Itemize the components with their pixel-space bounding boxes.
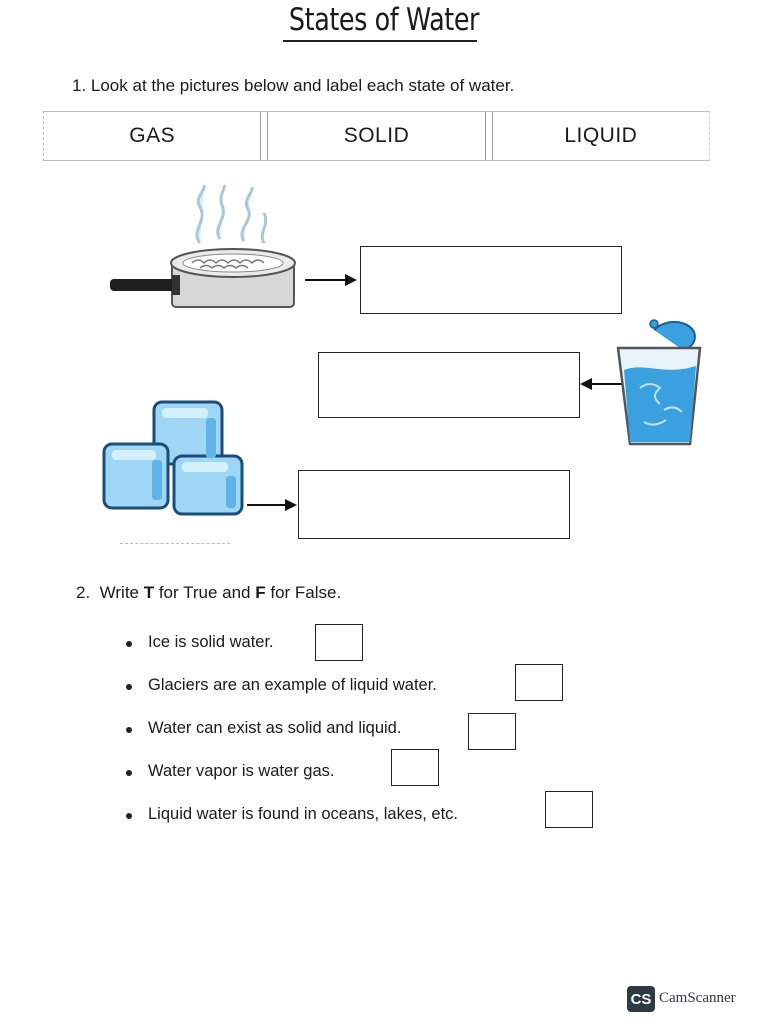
question-2-middle: for True and xyxy=(154,583,256,602)
answer-box-solid[interactable] xyxy=(298,470,570,539)
tf-box-3[interactable] xyxy=(468,713,516,750)
question-2-number: 2. xyxy=(76,583,91,602)
word-bank-liquid: LIQUID xyxy=(564,124,638,147)
statement-5: Liquid water is found in oceans, lakes, etc. xyxy=(148,805,459,823)
question-1: 1. Look at the pictures below and label each state of water. xyxy=(72,76,515,95)
arrow-icon xyxy=(247,497,299,513)
tf-box-1[interactable] xyxy=(315,624,363,661)
question-2-prefix: Write xyxy=(99,583,144,602)
boiling-pot-icon xyxy=(108,183,308,313)
tf-box-4[interactable] xyxy=(391,749,439,786)
arrow-icon xyxy=(305,272,359,288)
camscanner-logo-icon: CS xyxy=(627,986,655,1012)
glass-of-water-icon xyxy=(614,318,706,450)
statement-1: Ice is solid water. xyxy=(148,633,274,651)
bullet xyxy=(126,727,132,733)
scan-artifact-line xyxy=(120,543,230,544)
ice-cubes-icon xyxy=(100,398,250,516)
bullet xyxy=(126,684,132,690)
bullet xyxy=(126,641,132,647)
answer-box-liquid[interactable] xyxy=(318,352,580,418)
title-underline xyxy=(283,40,477,42)
word-bank-divider xyxy=(485,112,493,160)
statement-3: Water can exist as solid and liquid. xyxy=(148,719,402,737)
camscanner-label: CamScanner xyxy=(659,990,736,1006)
word-bank-solid: SOLID xyxy=(343,124,410,147)
tf-box-5[interactable] xyxy=(545,791,593,828)
page-title: States of Water xyxy=(288,2,480,38)
word-bank-gas: GAS xyxy=(129,124,176,147)
question-2 xyxy=(76,583,341,603)
word-bank xyxy=(43,111,710,161)
question-2-f: F xyxy=(255,583,266,602)
statement-4: Water vapor is water gas. xyxy=(148,762,335,780)
bullet xyxy=(126,770,132,776)
statement-2: Glaciers are an example of liquid water. xyxy=(148,676,437,694)
question-2-suffix: for False. xyxy=(265,583,342,602)
question-2-t: T xyxy=(143,583,155,602)
bullet xyxy=(126,813,132,819)
tf-box-2[interactable] xyxy=(515,664,563,701)
word-bank-divider xyxy=(260,112,268,160)
answer-box-gas[interactable] xyxy=(360,246,622,314)
